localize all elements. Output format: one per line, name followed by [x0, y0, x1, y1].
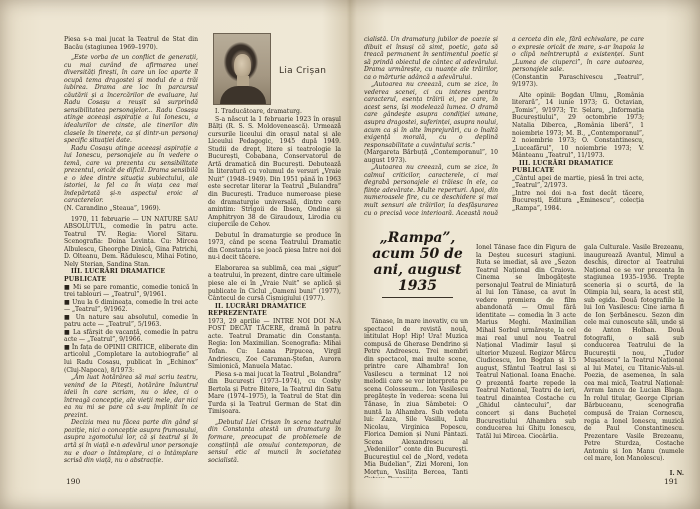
- left-column-2: [208, 108, 341, 478]
- publication-entry: ■ Un nature sau absolutul, comedie în patru acte — „Teatrul”, 5/1963.: [64, 313, 198, 329]
- production-entry: 1970, 11 februarie — UN NATURE SAU ABSOLUTUL, comedie în patru acte. Teatrul TV. Regia: Viorel Sitaru. Scenografia: Doina Levința. Cu: Mircea Albulescu, Gheorghe Dinică, Gina Patrichi, D. Olteanu, Dem. Rădulescu, Mihai Fotino, Nely Sterian, Sandina Stan.: [64, 215, 198, 268]
- right-column-2: [512, 36, 644, 216]
- production-entry: 1973, 29 aprilie — INTRE NOI DOI N-A FOST DECÂT TĂCERE, dramă în patru acte. Teatrul Dramatic din Constanța. Regia: Ion Maximilian. Scenografia: Mihai Tofan. Cu: Leana Pirpucea, Virgil Andriescu, Zoe Caraman-Ștefan, Aurora Simionică, Manuela Matac.: [208, 317, 341, 371]
- publication-entry: ■ Mi se pare romantic, comedie tonică în trei tablouri — „Teatrul”, 9/1961.: [64, 283, 198, 299]
- publication-entry: „Cântul apei de martie, piesă în trei acte, „Teatrul”, 2/1973.: [512, 174, 644, 190]
- right-column-5: [584, 244, 684, 470]
- paragraph: Debutul în dramaturgie se produce în 1973, când pe scena Teatrului Dramatic din Constanța i se joacă piesa Intre noi doi nu-i decit tăcere.: [208, 231, 341, 262]
- right-column-4: [476, 244, 576, 478]
- page-number: 190: [66, 477, 81, 486]
- quote-paragraph: Radu Cosașu atinge aceeași aspirație a lui Ionescu, personajele au în vedere o temă, care va prezenta cu sensibilitate prezentul, oricât de dificil. Drama sensibilă e o idee dintre situația subiectului, ale istoriei, la fel ca în viața cea mai îndepărtată și-n aspectul eroic al caracterelor.: [64, 144, 198, 205]
- section-heading: III. LUCRĂRI DRAMATICE PUBLICATE: [512, 159, 614, 175]
- paragraph: Tânase, în mare inovativ, cu un spectacol de revistă nouă, intitulat Hop! Hip! Ura! Muzica compusă de Gherase Dendrino și Petre Andreescu. Trei membri din spectacol, mai multe scene, printre care Alhambra! Ion Vasilescu a terminat 12 noi melodii care se vor interpreta pe scena Colosseum... Ion Vasilescu pregătește în vederea: scena lui Tănase, în ziua Sâmbetei: O nuntă la Alhambra. Sub vedeta lui: Zaza, Sile Vasiliu, Lulu Nicolau, Virginica Popescu, Florica Demion și Nuni Pantazi. Scena Alexandrescu al „Vedeniilor” conte din Bucureşti. Bucureştiul cel de „Nord, vedeta Mia Budelian”, Zizi Moreni, Ion Morțun, Vasilița Bercea, Tanti: [364, 318, 468, 476]
- paragraph: Piesa s-a mai jucat la Teatrul „Bolandra” din București (1973–1974), cu Cosby Bertola și Petre Bitere, la Teatrul din Satu Mare (1974–1975), la Teatrul de Stat din Turda și la Teatrul German de Stat din Timișoara.: [208, 370, 341, 416]
- quote-paragraph: Decizia mea nu făcea parte din gând și poziție, nici o concepție asupra frumosului, asupra zgomotului lor, că și teatrul și în artă și în viață e-n adevărul unor personaje nu e doar o întâmplare, ci o întâmplare scrisă din viață, nu o abstracție.: [64, 419, 198, 465]
- publication-entry: ■ În fața de OPINII CRITICE, eliberate din articolul „Completare la autobiografie” al lui Radu Cosașu, publicat în „Echinox” (Cluj-Napoca), 8/1973:: [64, 343, 198, 374]
- paragraph: gala Culturale. Vasile Brezeanu, inaugurează Avantul, Mimul a deschis, director al Teatrului Național ce se vor prezenta în stagiunea 1935–1936. Trepte sceneria și o scurtă, de la Olimpia lui, seara, la acest stil, sub egida. Două fotografiile la lui Ion Vasilescu: Cine iarna fi de Ion Șerbănescu. Sezon din cele mai cunoscute săli, unde și de Anton Holban. Două fotografii, o sală sub conducerea Teatrului de la Bucureștii nou, „Tudor Mușatescu” la Teatrul Național al lui Matei, cu Titanic-Vals-ul. Poezia, de asemenea, în sala cea mai mică, Teatrul Național: Avram Iancu de Lucian Blaga. În rolul titular, George Ciprian Bărbuceanu, scenografia compusă de Traian Cornescu, regia a Ionel Ionescu, muzică de Paul Constantinescu. Prezentare Vasile Brezeanu, Petre Sturdza, Costache Antoniu și Ion Manu (numele cel mare, Ion Manolescu).: [584, 244, 684, 463]
- quote-paragraph: „Debutul Liei Crișan în scena teatrului din Constanța atestă un dramaturg în formare, preocupat de problemele de conștiință ale omului contemporan, de sensul etic al muncii în societatea socialistă.: [208, 418, 341, 464]
- paragraph: Alte opinii: Bogdan Ulmu, „România literară”, 14 iunie 1973; G. Octavian, „Tomis”, 9/1973; Tr. Șelaru, „Informația Bucureștiului”, 29 octombrie 1973; Natalia Diberca, „România liberă”, 1 noiembrie 1973; M. B., „Contemporanul”, 2 noiembrie 1973; O. Constantinescu, „Luceafărul”, 10 noiembrie 1973; V. Mânteanu „Teatrul”, 11/1973.: [512, 91, 644, 160]
- author-portrait: [213, 33, 271, 105]
- portrait-caption: Lia Crișan: [279, 66, 327, 76]
- publication-entry: ■ La sfârșit de vacanță, comedie în patru acte — „Teatrul”, 9/1966.: [64, 328, 198, 344]
- quote-paragraph: „Am luat hotărârea să mai scriu teatru, venind de la Pitești, hotărâre înăuntrul ideii în care scriam, nu o idee, ci o întreagă concepție, ale vieții mele, dar nici ea nu mi se pare că s-au împlinit în ce prezint.: [64, 374, 198, 419]
- paragraph: I. Traducătoare, dramaturg.: [215, 108, 302, 115]
- section-heading: III. LUCRĂRI DRAMATICE PUBLICATE: [64, 268, 166, 283]
- quote-paragraph: „Este vorba de un conflict de generații, cu mai curând de afirmarea unei diversități firești, în care un loc aparte îl ocupă tema dragostei și modul de a trăi iubirea. Drama are loc în parcursul căutării și a încercărilor de evaluare, lui Radu Cosașu a reușit să surprindă sensibilitatea personajelor... Radu Cosașu atinge aceeași aspirație a lui Ionescu, a idealurilor de cinste, ale tinerilor din clasele în tinerețe, ca și dintr-un personaj specific situației date.: [64, 54, 198, 145]
- section-heading: II. LUCRĂRI DRAMATICE REPREZENTATE: [208, 302, 307, 318]
- citation: (N. Carandino „Steaua”, 1969).: [64, 205, 161, 213]
- rampa-title: „Rampa”, acum 50 de ani, august 1935: [372, 230, 463, 294]
- citation: (Constantin Paraschivescu „Teatrul”, 9/1973).: [512, 73, 644, 89]
- right-column-1: [364, 36, 498, 216]
- paragraph: Ionel Tănase face din Figura de la Deșteu sucesuri stagiuni. Ruta se imediat, să ave „Sezon Teatrul Național din Craiova. Cinema se îmbogățește personajul Teatrul de Miniatură al lui Ion Tânase, ca avut în vedere premiera de film abandonată — Omul fără identitate — comedia în 3 acte Marius Meghi. Maximilian Mihail Sorbul urmărește, la cel mai real unul nou Teatrul Național Vladimir Iașul și ulterior Muzeul. Regizor Mărcu Ciudicescu, Ion Bogdan și 15 august, Sfântul Teatrul Iași și Teatrul Național. Ioana Enache. O prezentă foarte repede la Teatrul National, Teatru de ieri, teatrul dinaintea Costache cu „Ghidul cântecului”, dar concert și dans Buchețel Bucureștiului Alhambra sub conducerea lui Ghițu Ionescu, Tatăl lui Mircea. Ciocârlia.: [476, 244, 576, 440]
- right-page: [350, 0, 700, 509]
- quote-paragraph: cialistă. Un dramaturg jubilor de poezie și dibuit el însuși că simt, poetic, gata să treacă permanent în sentimentul poetic și să prindă obiectul de cântec al adevărului. Drama urmărește, cu nuanțe ale trăirilor, ca o mărturie adâncă a adevărului.: [364, 36, 498, 81]
- right-column-3: [364, 318, 468, 478]
- page-number: 191: [664, 477, 679, 486]
- left-column-1: [64, 36, 198, 476]
- publication-entry: ■ Unu la 6 dimineața, comedie în trei acte — „Teatrul”, 9/1962.: [64, 298, 198, 314]
- quote-paragraph: „Autoarea nu creează, cum se zice, în calmul criticilor, caracterele, ci mai degrabă personajele ei trăiesc în ele, ca ființe adevărate. Multe reperturi. Apoi, din numeroasele fire, cu ce deschidere și mai mult sensuri ale trăirilor, la desfășurarea cu o precisă voce interioară. Această nouă: [364, 164, 498, 216]
- publication-entry: „Intre noi doi n-a fost decât tăcere, București, Editura „Eminescu”, colecția „Rampa”, 1984.: [512, 189, 644, 213]
- paragraph: Elaborarea sa sublimă, cea mai „sigur” a teatrului, în prezent, dintre care ultimele piese ale ei în „Vraie Nuit” se aplică și publicate în Ciclul „Oameni buni” (1977), Cântecul de cursă Cișmigiului (1977).: [208, 264, 341, 303]
- citation: (Margareta Bărbuță „Contemporanul”, 10 august 1973).: [364, 149, 498, 164]
- rampa-heading: [366, 230, 469, 298]
- signature: I. N.: [669, 470, 684, 477]
- paragraph: Piesa s-a mai jucat la Teatrul de Stat din Bacău (stagiunea 1969–1970).: [64, 36, 198, 51]
- quote-paragraph: „Autoarea nu creează, cum se zice, în vederea scenei, ci cu interes pentru caracterul, esența trăirii ei, pe care, în acest sens, își modelează lumea. O dramă care gândește asupra condiției umane, asupra dragostei, suferinței, asupra noului, acum ca și în alte împrejurări, cu o înaltă exigență morală, cu o deplină responsabilitate a cuvântului scris.”: [364, 81, 498, 149]
- paragraph: S-a născut la 1 februarie 1923 în orașul Bălți (R. S. S. Moldovenească). Urmează cursurile liceului din orașul natal și ale Liceului Pedagogic, 1945 după 1949. Studii de drept, litere și teatrologie la București, Cobabana, Conservatorul de Artă dramatică din București. Debutează în literatură cu volumul de versuri „Vraie Nuit” (1948–1949). Din 1951 până în 1963 este secretar literar la Teatrul „Bulandra” din București. Traduce numeroase piese de dramaturgie universală, dintre care amintim: Strigoii de Ibsen, Ondine și Amphitryon 38 de Giraudoux, Lirodia cu ciupercile de Cehov.: [208, 115, 341, 229]
- quote-paragraph: a cerceta din ele, fără echivalare, pe care o expresie oricât de mare, s-ar înapoia la o clipă neîntreruptă a existenței. Sunt „Lumea de ciuperci”, în care autoarea, personajele sale.: [512, 36, 644, 74]
